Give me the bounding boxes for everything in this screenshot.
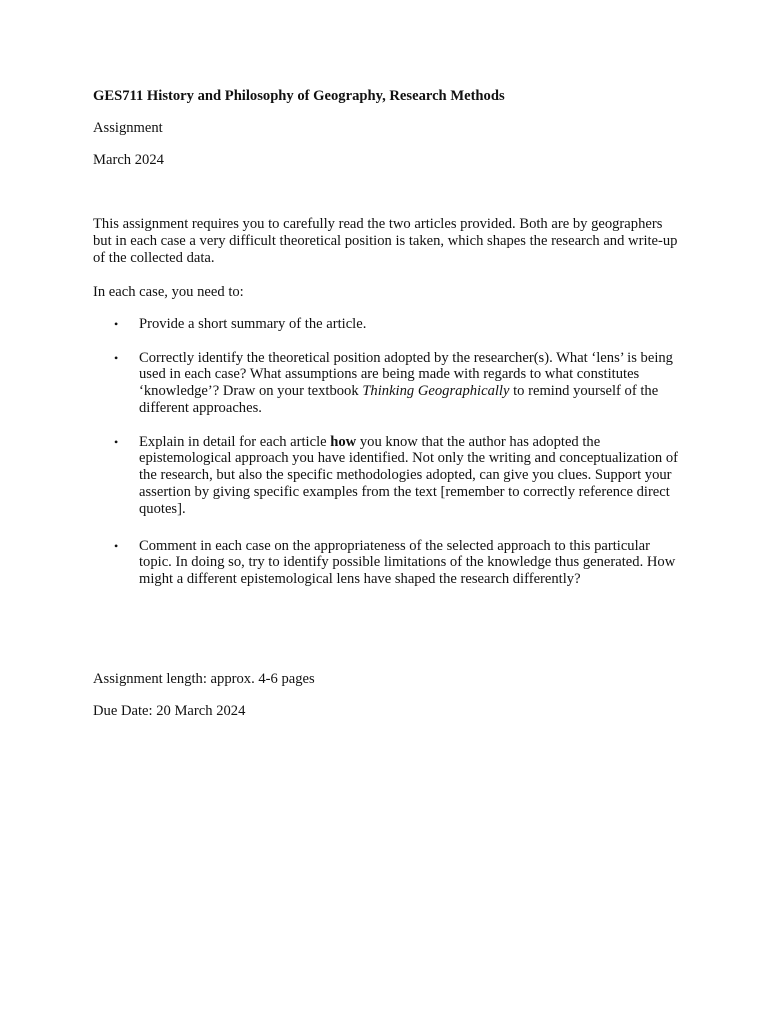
bullet-icon: • <box>114 317 119 331</box>
bullet-icon: • <box>114 434 119 449</box>
due-date: Due Date: 20 March 2024 <box>93 703 246 719</box>
emphasis-how: how <box>330 433 357 450</box>
instructions-lead: In each case, you need to: <box>93 284 244 300</box>
bullet-text: Comment in each case on the appropriateness of the selected approach to this particular topic. In doing so, try to identify possible limitations of the knowledge thus generated. How might a different epistemological lens have shaped the research differently? <box>139 537 676 588</box>
textbook-title: Thinking Geographically <box>362 383 510 400</box>
bullet-text-after: to remind yourself of the different approaches. <box>139 383 659 416</box>
intro-paragraph: This assignment requires you to carefully read the two articles provided. Both are by geographers but in each case a very difficult theoretical position is taken, which shapes the research and write-up of the collected data. <box>93 216 678 266</box>
list-item <box>93 350 678 417</box>
bullet-icon: • <box>114 538 119 553</box>
document-date: March 2024 <box>93 152 164 168</box>
document-subtitle: Assignment <box>93 120 163 136</box>
bullet-text-before: Correctly identify the theoretical position adopted by the researcher(s). What ‘lens’ is being used in each case? What assumptions are being made with regards to what constitutes ‘knowledge’? Draw on your textbook <box>139 349 673 400</box>
list-item <box>93 434 678 518</box>
assignment-length: Assignment length: approx. 4-6 pages <box>93 671 315 687</box>
bullet-text: Provide a short summary of the article. <box>139 316 367 332</box>
list-item <box>93 538 678 588</box>
instruction-list <box>93 316 678 605</box>
bullet-text-before: Explain in detail for each article <box>139 433 331 450</box>
document-title: GES711 History and Philosophy of Geography, Research Methods <box>93 88 505 104</box>
list-item <box>93 316 678 333</box>
bullet-icon: • <box>114 350 119 365</box>
bullet-text-after: you know that the author has adopted the epistemological approach you have identified. Not only the writing and conceptualization of the research, but also the specific methodologies adopted, can give you clues. Support your assertion by giving specific examples from the text [remember to correctly reference direct quotes]. <box>139 433 678 517</box>
